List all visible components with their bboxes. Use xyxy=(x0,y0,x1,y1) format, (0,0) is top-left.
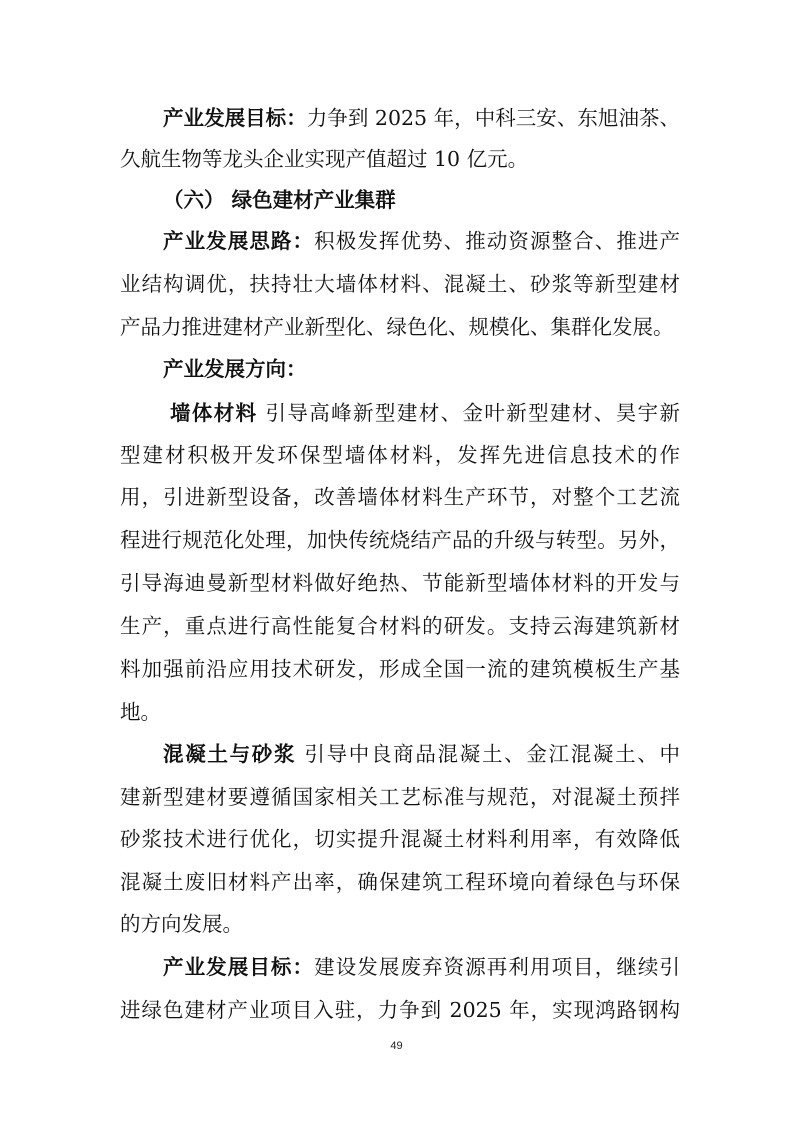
paragraph-text: 混凝土废旧材料产出率，确保建筑工程环境向着绿色与环保 xyxy=(120,870,680,894)
paragraph-line xyxy=(120,485,680,509)
paragraph-line xyxy=(163,955,680,979)
paragraph-line xyxy=(163,106,680,130)
paragraph-line xyxy=(170,401,680,425)
paragraph-line xyxy=(120,870,680,894)
paragraph-line xyxy=(120,614,680,638)
paragraph-line xyxy=(163,742,680,766)
paragraph-text: 砂浆技术进行优化，切实提升混凝土材料利用率，有效降低 xyxy=(120,827,680,851)
paragraph-text: 引导中良商品混凝土、金江混凝土、中 xyxy=(296,742,680,766)
section-heading-text: （六） 绿色建材产业集群 xyxy=(163,188,396,212)
paragraph-line xyxy=(120,700,680,724)
paragraph-line xyxy=(120,147,680,171)
paragraph-line xyxy=(120,528,680,552)
paragraph-text: 料加强前沿应用技术研发，形成全国一流的建筑模板生产基 xyxy=(120,657,680,681)
paragraph-text: 地。 xyxy=(120,700,161,724)
paragraph-lead: 墙体材料 xyxy=(170,401,258,425)
paragraph-text: 产品力推进建材产业新型化、绿色化、规模化、集群化发展。 xyxy=(120,315,674,339)
paragraph-line xyxy=(120,998,680,1022)
paragraph-text: 建新型建材要遵循国家相关工艺标准与规范，对混凝土预拌 xyxy=(120,785,680,809)
paragraph-line xyxy=(120,912,680,936)
paragraph-line xyxy=(163,357,680,381)
paragraph-line xyxy=(120,785,680,809)
paragraph-line xyxy=(120,315,680,339)
paragraph-line xyxy=(120,827,680,851)
paragraph-line xyxy=(120,443,680,467)
paragraph-line xyxy=(120,657,680,681)
paragraph-text: 引导高峰新型建材、金叶新型建材、昊宇新 xyxy=(257,401,680,425)
paragraph-text: 久航生物等龙头企业实现产值超过 10 亿元。 xyxy=(120,147,529,171)
paragraph-line xyxy=(163,229,680,253)
paragraph-text: 型建材积极开发环保型墙体材料，发挥先进信息技术的作 xyxy=(120,443,680,467)
page-number: 49 xyxy=(390,1040,403,1052)
paragraph-line xyxy=(120,571,680,595)
paragraph-lead: 产业发展思路： xyxy=(163,229,315,253)
section-heading xyxy=(163,188,680,212)
paragraph-lead: 产业发展目标： xyxy=(163,955,315,979)
paragraph-text: 积极发挥优势、推动资源整合、推进产 xyxy=(314,229,680,253)
paragraph-text: 业结构调优，扶持壮大墙体材料、混凝土、砂浆等新型建材 xyxy=(120,272,680,296)
paragraph-text: 程进行规范化处理，加快传统烧结产品的升级与转型。另外， xyxy=(120,528,680,552)
paragraph-text: 引导海迪曼新型材料做好绝热、节能新型墙体材料的开发与 xyxy=(120,571,680,595)
paragraph-line xyxy=(120,272,680,296)
paragraph-text: 的方向发展。 xyxy=(120,912,243,936)
paragraph-text: 生产，重点进行高性能复合材料的研发。支持云海建筑新材 xyxy=(120,614,680,638)
paragraph-text: 进绿色建材产业项目入驻，力争到 2025 年，实现鸿路钢构 xyxy=(120,998,680,1022)
paragraph-text: 力争到 2025 年，中科三安、东旭油茶、 xyxy=(306,106,680,130)
paragraph-lead: 混凝土与砂浆 xyxy=(163,742,297,766)
paragraph-text: 建设发展废弃资源再利用项目，继续引 xyxy=(314,955,680,979)
paragraph-lead: 产业发展目标： xyxy=(163,106,307,130)
paragraph-lead: 产业发展方向： xyxy=(163,357,307,381)
paragraph-text: 用，引进新型设备，改善墙体材料生产环节，对整个工艺流 xyxy=(120,485,680,509)
